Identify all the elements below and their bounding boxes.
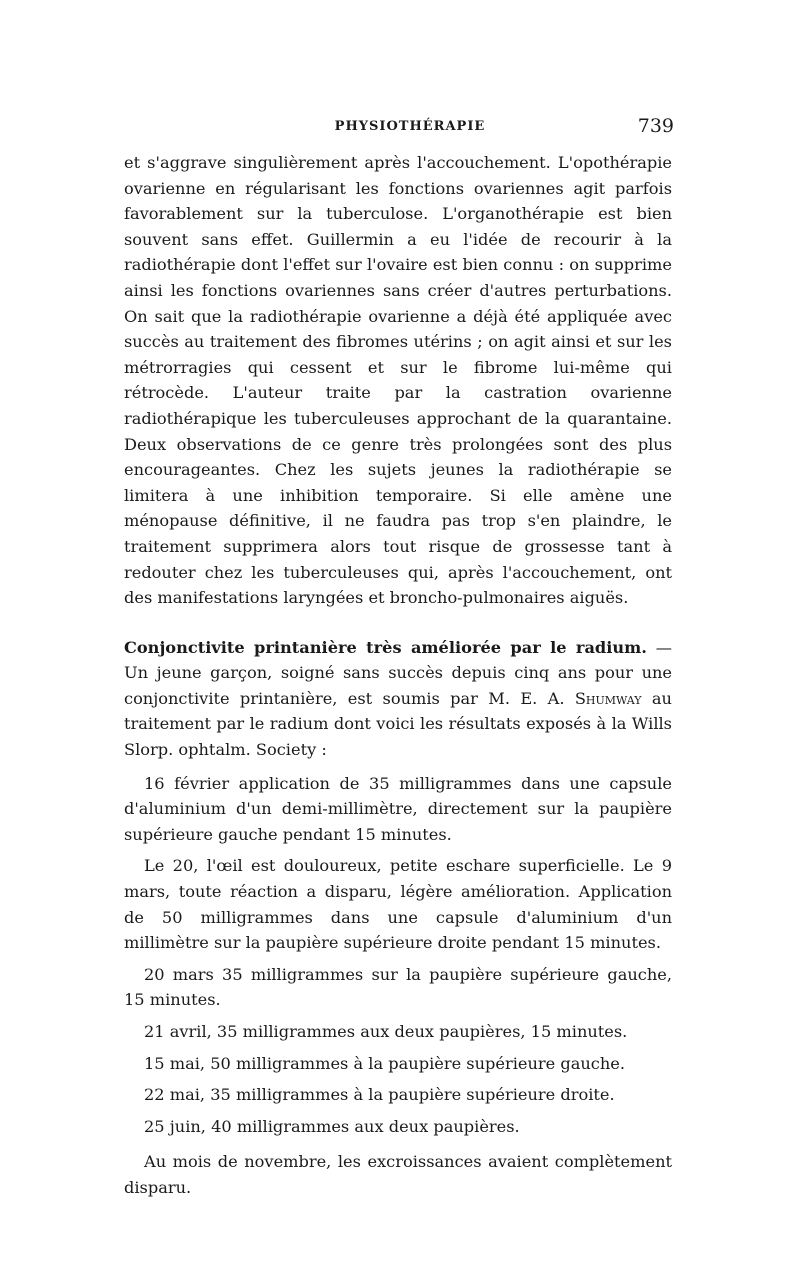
section-spacer xyxy=(124,611,672,635)
treatment-entry: 16 février application de 35 milligrammes dans une capsule d'aluminium d'un demi-millimètre, directement sur la paupière supérieure gauche pendant 15 minutes. xyxy=(124,773,672,844)
running-head xyxy=(146,115,674,139)
treatment-entry: Le 20, l'œil est douloureux, petite eschare superficielle. Le 9 mars, toute réaction a disparu, légère amélioration. Application de 50 milligrammes dans une capsule d'aluminium d'un millimètre sur la paupière supérieure droite pendant 15 minutes. xyxy=(124,856,672,953)
section-heading: Conjonctivite printanière très améliorée par le radium. xyxy=(124,637,647,657)
treatment-log xyxy=(124,771,672,1140)
page-number: 739 xyxy=(637,115,674,137)
author-name: Shumway xyxy=(574,688,642,708)
paragraph-continued: et s'aggrave singulièrement après l'accouchement. L'opothérapie ovarienne en régularisant les fonctions ovariennes agit parfois favorablement sur la tuberculose. L'organothérapie est bien souvent sans effet. Guillermin a eu l'idée de recourir à la radiothérapie dont l'effet sur l'ovaire est bien connu : on supprime ainsi les fonctions ovariennes sans créer d'autres perturbations. On sait que la radiothérapie ovarienne a déjà été appliquée avec succès au traitement des fibromes utérins ; on agit ainsi et sur les métrorragies qui cessent et sur le fibrome lui-même qui rétrocède. L'auteur traite par la castration ovarienne radiothérapique les tuberculeuses approchant de la quarantaine. Deux observations de ce genre très prolongées sont des plus encourageantes. Chez les sujets jeunes la radiothérapie se limitera à une inhibition temporaire. Si elle amène une ménopause définitive, il ne faudra pas trop s'en plaindre, le traitement supprimera alors tout risque de grossesse tant à redouter chez les tuberculeuses qui, après l'accouchement, ont des manifestations laryngées et broncho-pulmonaires aiguës. xyxy=(124,153,672,608)
treatment-entry: 15 mai, 50 milligrammes à la paupière supérieure gauche. xyxy=(144,1053,626,1073)
section-intro-text-1: — Un jeune garçon, soigné sans succès depuis cinq ans pour une conjonctivite printanière, est soumis par M. E. A. xyxy=(124,637,672,708)
treatment-entry: 25 juin, 40 milligrammes aux deux paupières. xyxy=(144,1116,520,1136)
treatment-entry: 21 avril, 35 milligrammes aux deux paupières, 15 minutes. xyxy=(144,1022,628,1041)
conclusion-paragraph: Au mois de novembre, les excroissances avaient complètement disparu. xyxy=(124,1152,672,1197)
running-title: PHYSIOTHÉRAPIE xyxy=(334,119,486,134)
treatment-entry: 22 mai, 35 milligrammes à la paupière supérieure droite. xyxy=(144,1085,615,1105)
treatment-entry: 20 mars 35 milligrammes sur la paupière supérieure gauche, 15 minutes. xyxy=(124,964,672,1010)
section-intro-text-2: au traitement par le radium dont voici les résultats exposés à la Wills Slorp. ophtalm. Society : xyxy=(124,688,672,760)
section-intro-paragraph xyxy=(124,635,672,763)
body-text xyxy=(124,150,672,1201)
